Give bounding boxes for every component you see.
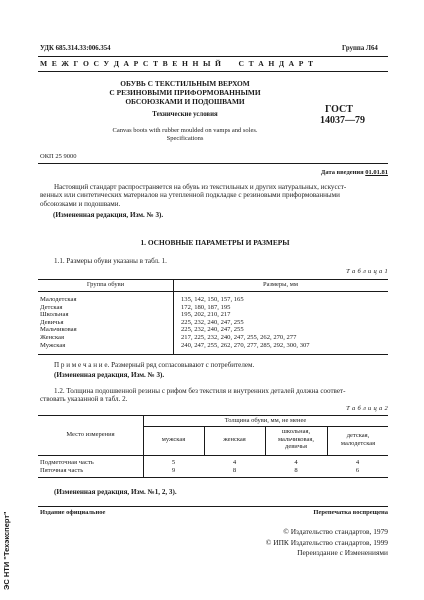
table-1-cell-group: Женская [40, 333, 65, 341]
english-title-line-1: Canvas boots with rubber moulded on vamps and soles. [112, 127, 258, 134]
table-2-cell-value: 8 [294, 466, 298, 474]
section-1-heading: 1. ОСНОВНЫЕ ПАРАМЕТРЫ И РАЗМЕРЫ [140, 238, 290, 247]
english-title-line-2: Specifications [166, 135, 204, 142]
table-1-rule-header [38, 291, 388, 292]
intro-line-1: Настоящий стандарт распространяется на обувь из текстильных и других натуральных, искусст- [54, 183, 347, 191]
intro-line-2: венных или синтетических материалов на утепленной подкладке с резиновыми приформованными [40, 191, 340, 200]
table-1-cell-group: Школьная [40, 311, 69, 319]
okp-rule [38, 163, 388, 164]
official-edition-label: Издание официальное [40, 509, 106, 516]
table-2-cell-value: 8 [232, 466, 237, 474]
introduction-date-label: Дата введения [320, 169, 364, 176]
udk-code: УДК 685.314.33:006.354 [40, 45, 111, 52]
table-1-row [40, 304, 388, 312]
sidebar-stamp [0, 440, 14, 590]
header-rule-top [38, 56, 388, 57]
table-2-cell-value: 4 [232, 459, 237, 466]
interstate-banner: М Е Ж Г О С У Д А Р С Т В Е Н Н Ы Й С Т А Н Д А Р Т [40, 59, 315, 68]
table-1-row [40, 311, 388, 319]
intro-paragraph [40, 183, 390, 208]
table-2-subheader-men: мужская [161, 436, 186, 443]
table-2-cell-value: 6 [355, 466, 360, 474]
table-1-cell-group: Мужская [40, 341, 66, 349]
table-1-cell-sizes: 225, 232, 240, 247, 255 [181, 318, 244, 326]
table-2-cell-value: 9 [171, 466, 176, 474]
table-2-header-place: Место измерения [66, 431, 115, 438]
table-1-row [40, 342, 388, 350]
table-1-header-group: Группа обуви [86, 281, 125, 288]
sidebar-stamp-text: ЭС НТИ "Техэксперт" [2, 511, 11, 590]
table-2-header-thickness: Толщина обуви, мм, не менее [224, 417, 307, 424]
table-2-cell-value: 5 [171, 459, 176, 466]
table-2-cell-value: 4 [355, 459, 360, 466]
header-rule-bottom [38, 71, 388, 72]
table-1-cell-group: Девичья [40, 318, 64, 326]
reprint-forbidden-label: Перепечатка воспрещена [313, 509, 388, 516]
title-line-1: ОБУВЬ С ТЕКСТИЛЬНЫМ ВЕРХОМ [120, 79, 250, 88]
table-1-rule-bottom [38, 354, 388, 355]
english-title [75, 127, 295, 143]
table-1-rule-top [38, 279, 388, 280]
table-2-label: Т а б л и ц а 2 [346, 405, 388, 412]
gost-number: 14037—79 [320, 115, 365, 126]
table-2-rule-header [38, 455, 388, 456]
copyright-line-2: © ИПК Издательство стандартов, 1999 [265, 537, 388, 547]
table-2-cell-value: 4 [294, 459, 298, 466]
table-2-row [40, 459, 388, 467]
table-2-cell-place: Подметочная часть [40, 459, 94, 466]
table-1-row [40, 296, 388, 304]
document-subtitle: Технические условия [152, 111, 218, 118]
clause-1-1: 1.1. Размеры обуви указаны в табл. 1. [54, 257, 167, 265]
table-1-header-sizes: Размеры, мм [262, 281, 299, 288]
group-code: Группа Л64 [342, 45, 378, 52]
table-2-cell-place: Пяточная часть [40, 466, 84, 474]
copyright-block [200, 527, 388, 559]
table-1-cell-sizes: 135, 142, 150, 157, 165 [181, 296, 244, 303]
table-1-row [40, 334, 388, 342]
table-2-subheader-children: детская, малодетская [340, 432, 376, 447]
note-label: П р и м е ч а н и е. [54, 361, 110, 369]
table-1-cell-sizes: 195, 202, 210, 217 [181, 311, 231, 319]
clause-1-2-line-1: 1.2. Толщина подошвенной резины с рифом без текстиля и внутренних деталей должна соответ- [54, 387, 346, 395]
table-1-cell-group: Детская [40, 303, 63, 311]
table-1-cell-sizes: 240, 247, 255, 262, 270, 277, 285, 292, 300, 307 [181, 341, 310, 349]
amendment-note-3: (Измененная редакция, Изм. №1, 2, 3). [54, 488, 177, 496]
table-1-label: Т а б л и ц а 1 [346, 268, 388, 275]
introduction-date [300, 169, 388, 177]
table-1-row [40, 326, 388, 334]
copyright-line-1: © Издательство стандартов, 1979 [283, 527, 388, 536]
intro-line-3: обсоюзками и подошвами. [40, 199, 121, 208]
amendment-note-1: (Измененная редакция, Изм. № 3). [53, 211, 164, 219]
table-2-subheader-school: школьная, мальчиковая, девичья [277, 428, 315, 451]
okp-code: ОКП 25 9000 [40, 153, 77, 160]
table-2-divider-3 [327, 426, 328, 455]
table-2-rule-bottom [38, 477, 388, 478]
reissue-note: Переиздание с Изменениями [297, 548, 388, 557]
table-1-cell-group: Мальчиковая [40, 326, 77, 334]
title-line-3: ОБСОЮЗКАМИ И ПОДОШВАМИ [125, 97, 245, 106]
amendment-note-2: (Измененная редакция, Изм. № 3). [54, 371, 165, 379]
table-2-divider-2 [265, 426, 266, 455]
table-1-cell-sizes: 172, 180, 187, 195 [181, 303, 231, 311]
clause-1-2 [40, 387, 390, 404]
footer-rule [38, 506, 388, 507]
table-1-note [54, 361, 254, 369]
table-1-cell-group: Малодетская [40, 296, 77, 303]
table-1-cell-sizes: 225, 232, 240, 247, 255 [181, 326, 244, 334]
document-title [95, 79, 275, 106]
title-line-2: С РЕЗИНОВЫМИ ПРИФОРМОВАННЫМИ [109, 88, 261, 97]
table-2-rule-top [38, 415, 388, 416]
clause-1-2-line-2: ствовать указанной в табл. 2. [40, 395, 128, 404]
table-1-row [40, 319, 388, 327]
table-2-subheader-women: женская [223, 436, 246, 443]
gost-label: ГОСТ [325, 104, 353, 115]
introduction-date-value: 01.01.81 [365, 169, 388, 176]
table-1-cell-sizes: 217, 225, 232, 240, 247, 255, 262, 270, 277 [181, 333, 297, 341]
table-2-row [40, 467, 388, 475]
note-text: Размерный ряд согласовывают с потребителем. [111, 361, 255, 369]
table-1 [40, 296, 388, 349]
table-2 [40, 459, 388, 474]
